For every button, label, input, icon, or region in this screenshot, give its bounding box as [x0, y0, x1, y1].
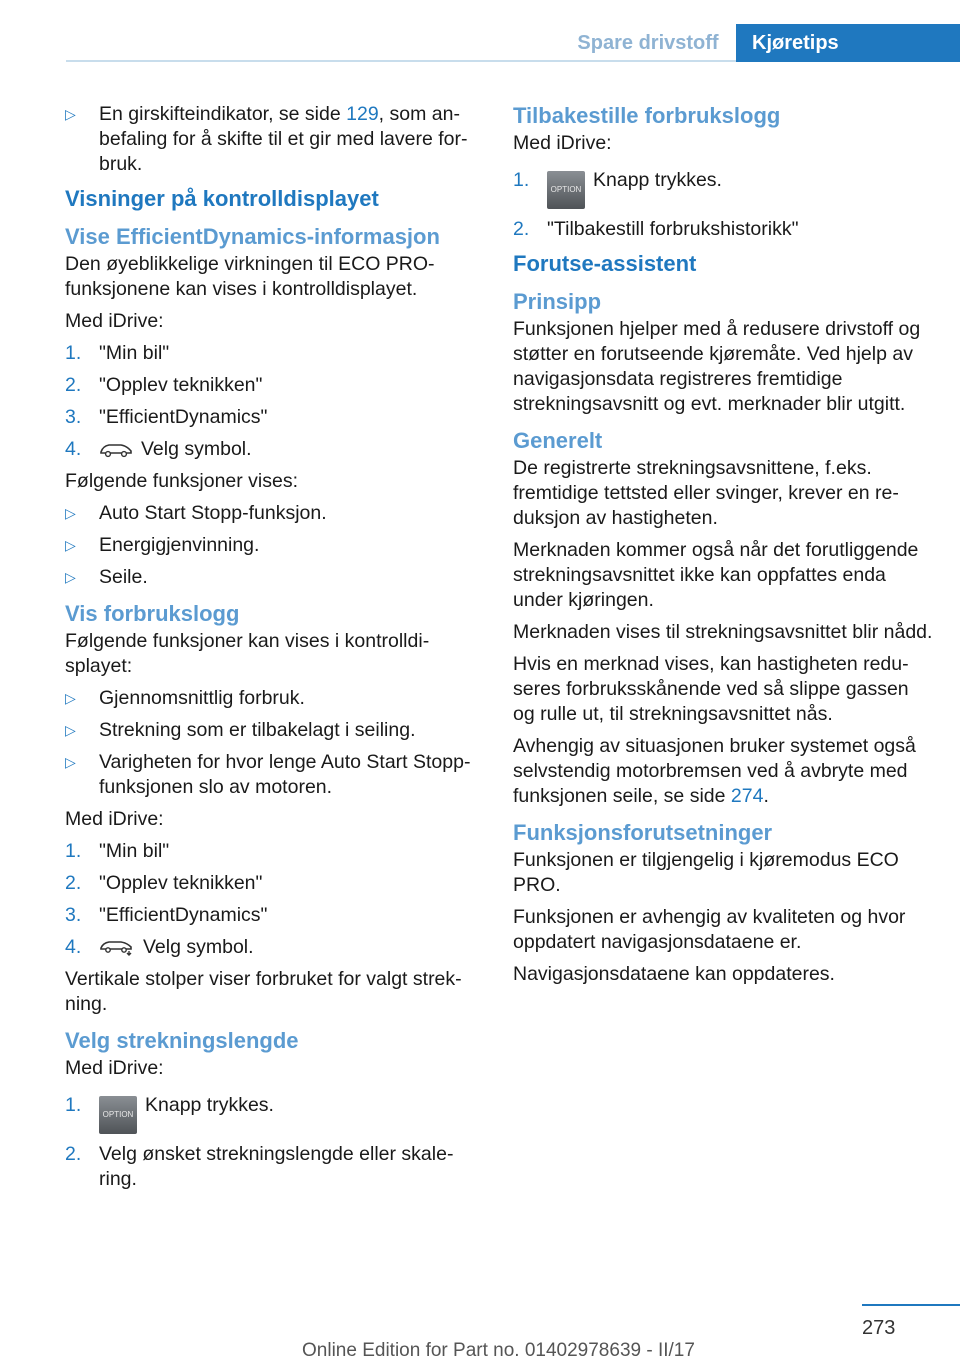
- bullet-icon: ▷: [65, 690, 76, 706]
- list-item: [65, 903, 477, 928]
- page-number: 273: [862, 1317, 896, 1339]
- list-item: [65, 718, 477, 743]
- intro-text-post: , som anbefaling for å skifte til et gir med lavere forbruk.: [99, 103, 468, 175]
- paragraph-eco: Den øyeblikkelige virkningen til ECO PRO-funksjonene kan vises i kontrolldisplayet.: [65, 253, 435, 300]
- paragraph-idrive-3: Med iDrive:: [65, 1057, 164, 1079]
- paragraph-forutsetning-3: Navigasjonsdataene kan oppdateres.: [513, 963, 835, 985]
- steps-list-3: [65, 1093, 477, 1192]
- list-item: [65, 871, 477, 896]
- step-text: "Min bil": [99, 342, 170, 364]
- step-number: 2.: [65, 374, 82, 396]
- step-text: Knapp trykkes.: [593, 169, 722, 191]
- list-item: [65, 533, 477, 558]
- paragraph-generelt-4: Hvis en merknad vises, kan hastigheten reduseres forbruksskånende ved så slippe gassen og rulle ut, til strekningsavsnittet nås.: [513, 653, 909, 725]
- bullet-icon: ▷: [65, 722, 76, 738]
- paragraph-idrive: Med iDrive:: [65, 310, 164, 332]
- reset-steps-list: [513, 168, 933, 242]
- page-link-274[interactable]: 274: [730, 785, 764, 807]
- paragraph-text: .: [763, 785, 769, 807]
- paragraph-generelt-2: Merknaden kommer også når det forutliggende strekningsavsnittet ikke kan oppfattes enda under kjøringen.: [513, 539, 919, 611]
- list-item: [65, 501, 477, 526]
- list-item: [65, 102, 477, 177]
- list-item-text: Varigheten for hvor lenge Auto Start Stopp-funksjonen slo av motoren.: [99, 751, 471, 798]
- step-number: 4.: [65, 936, 82, 958]
- step-text: "EfficientDynamics": [99, 406, 268, 428]
- list-item: [65, 935, 477, 960]
- step-number: 1.: [513, 169, 530, 191]
- functions-list: [65, 501, 477, 590]
- bullet-icon: ▷: [65, 754, 76, 770]
- heading-generelt: Generelt: [513, 428, 603, 453]
- list-item-text: Auto Start Stopp-funksjon.: [99, 502, 327, 524]
- footer-rule: [862, 1304, 960, 1306]
- paragraph-generelt-1: De registrerte strekningsavsnittene, f.eks. fremtidige tettsted eller svinger, krever en reduksjon av hastigheten.: [513, 457, 899, 529]
- heading-prinsipp: Prinsipp: [513, 289, 602, 314]
- heading-visninger: Visninger på kontrolldisplayet: [65, 186, 379, 211]
- step-text: "Min bil": [99, 840, 170, 862]
- list-item-text: Gjennomsnittlig forbruk.: [99, 687, 305, 709]
- chapter-tab[interactable]: Kjøretips: [736, 24, 960, 62]
- step-number: 4.: [65, 438, 82, 460]
- heading-forutse-assistent: Forutse-assistent: [513, 251, 697, 276]
- step-number: 3.: [65, 904, 82, 926]
- heading-tilbakestille: Tilbakestille forbrukslogg: [513, 103, 781, 128]
- step-number: 2.: [513, 218, 530, 240]
- paragraph-idrive-2: Med iDrive:: [65, 808, 164, 830]
- paragraph-folgende: Følgende funksjoner vises:: [65, 470, 299, 492]
- paragraph-vertikale: Vertikale stolper viser forbruket for valgt strekning.: [65, 968, 462, 1015]
- steps-list-1: [65, 341, 477, 462]
- step-number: 1.: [65, 840, 82, 862]
- step-text: "Opplev teknikken": [99, 872, 263, 894]
- steps-list-2: [65, 839, 477, 960]
- page-link-129[interactable]: 129: [346, 103, 379, 125]
- left-column: [65, 102, 477, 1199]
- paragraph-forutsetning-2: Funksjonen er avhengig av kvaliteten og hvor oppdatert navigasjonsdataene er.: [513, 906, 906, 953]
- consumption-list: [65, 686, 477, 800]
- list-item: [65, 405, 477, 430]
- step-text: "Opplev teknikken": [99, 374, 263, 396]
- list-item-text: Seile.: [99, 566, 148, 588]
- heading-funksjonsforutsetninger: Funksjonsforutsetninger: [513, 820, 773, 845]
- intro-text-pre: En girskifteindikator, se side: [99, 103, 347, 125]
- paragraph-prinsipp: Funksjonen hjelper med å redusere drivstoff og støtter en forutseende kjøremåte. Ved hjelp av navigasjonsdata registreres fremtidige strekningsavsnitt og evt. merknader blir utgitt.: [513, 318, 921, 415]
- step-text: "EfficientDynamics": [99, 904, 268, 926]
- bullet-icon: ▷: [65, 505, 76, 521]
- paragraph-text: Avhengig av situasjonen bruker systemet også selvstendig motorbremsen ved å avbryte med funksjonen seile, se side: [513, 735, 916, 807]
- bullet-icon: ▷: [65, 106, 76, 122]
- list-item: [65, 373, 477, 398]
- list-item: [65, 1093, 477, 1134]
- step-text: Velg symbol.: [141, 438, 252, 460]
- list-item: [65, 437, 477, 462]
- list-item: [513, 168, 933, 209]
- list-item: [65, 1142, 477, 1192]
- heading-vise-efficientdynamics: Vise EfficientDynamics-informasjon: [65, 224, 440, 249]
- list-item-text: Strekning som er tilbakelagt i seiling.: [99, 719, 416, 741]
- option-button-icon: OPTION: [547, 171, 585, 209]
- step-number: 3.: [65, 406, 82, 428]
- list-item-text: Energigjenvinning.: [99, 534, 260, 556]
- step-number: 2.: [65, 1143, 82, 1165]
- list-item: [65, 686, 477, 711]
- list-item: [65, 839, 477, 864]
- option-button-icon: OPTION: [99, 1096, 137, 1134]
- car-consumption-icon: [99, 938, 135, 956]
- heading-velg-strekningslengde: Velg strekningslengde: [65, 1028, 299, 1053]
- car-ed-icon: [99, 440, 133, 458]
- paragraph-folgende-2: Følgende funksjoner kan vises i kontrolldisplayet:: [65, 630, 430, 677]
- heading-vis-forbrukslogg: Vis forbrukslogg: [65, 601, 240, 626]
- right-column: [513, 102, 933, 994]
- step-text: "Tilbakestill forbrukshistorikk": [547, 218, 799, 240]
- bullet-icon: ▷: [65, 537, 76, 553]
- step-number: 1.: [65, 1094, 82, 1116]
- list-item: [65, 341, 477, 366]
- paragraph-forutsetning-1: Funksjonen er tilgjengelig i kjøremodus ECO PRO.: [513, 849, 899, 896]
- paragraph-generelt-3: Merknaden vises til strekningsavsnittet blir nådd.: [513, 621, 933, 643]
- step-text: Knapp trykkes.: [145, 1094, 274, 1116]
- paragraph-generelt-5: [513, 734, 933, 809]
- intro-list: [65, 102, 477, 177]
- list-item: [513, 217, 933, 242]
- paragraph-idrive: Med iDrive:: [513, 132, 612, 154]
- edition-footer: Online Edition for Part no. 01402978639 - II/17: [302, 1340, 695, 1361]
- step-text: Velg ønsket strekningslengde eller skalering.: [99, 1143, 454, 1190]
- bullet-icon: ▷: [65, 569, 76, 585]
- list-item: [65, 565, 477, 590]
- step-text: Velg symbol.: [143, 936, 254, 958]
- list-item: [65, 750, 477, 800]
- step-number: 2.: [65, 872, 82, 894]
- step-number: 1.: [65, 342, 82, 364]
- section-tab[interactable]: Spare drivstoff: [577, 32, 719, 54]
